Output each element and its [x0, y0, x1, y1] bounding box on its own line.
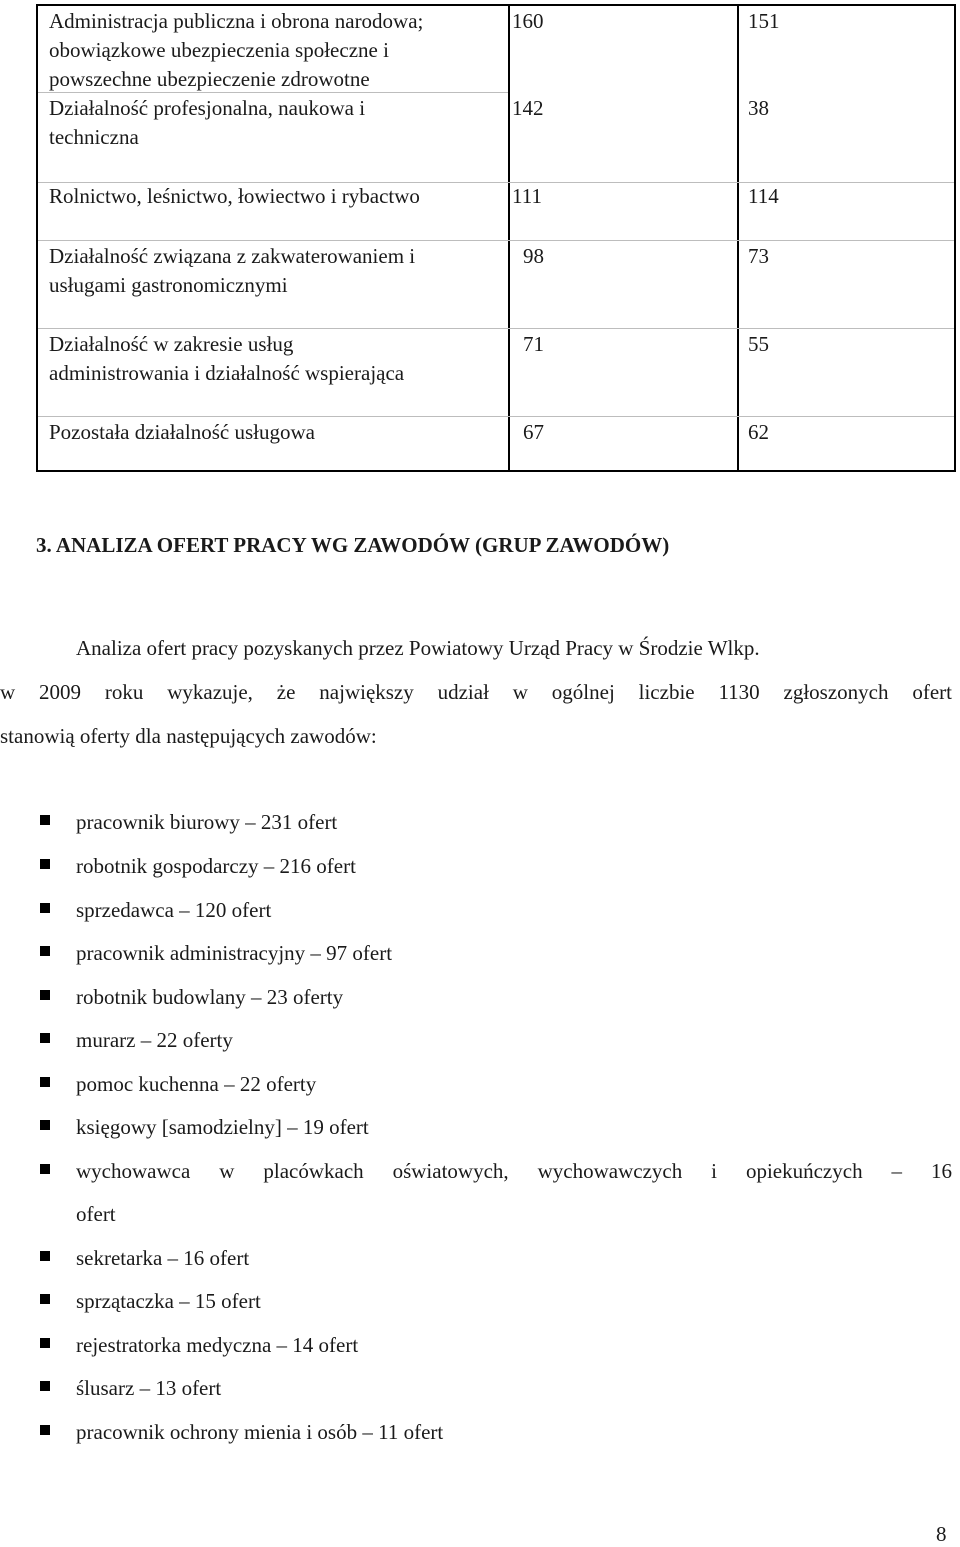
list-item: murarz – 22 oferty — [0, 1020, 960, 1060]
table-row-divider — [38, 328, 954, 329]
paragraph-line: Analiza ofert pracy pozyskanych przez Powiatowy Urząd Pracy w Środzie Wlkp. — [76, 636, 760, 660]
table-row-label: Działalność związana z zakwaterowaniem i usługami gastronomicznymi — [49, 244, 416, 297]
table-row-label: Pozostała działalność usługowa — [49, 420, 315, 444]
table-value-1: 67 — [523, 420, 544, 444]
list-item-continuation: ofert — [76, 1202, 116, 1226]
list-item: pracownik ochrony mienia i osób – 11 ofert — [0, 1412, 960, 1452]
list-item: ślusarz – 13 ofert — [0, 1368, 960, 1408]
table-row-divider — [38, 416, 954, 417]
table-column-divider — [508, 6, 510, 470]
list-item: robotnik budowlany – 23 oferty — [0, 977, 960, 1017]
bullet-square-icon — [40, 903, 50, 913]
list-item: wychowawca w placówkach oświatowych, wychowawczych i opiekuńczych – 16 — [0, 1151, 960, 1191]
list-item: pracownik administracyjny – 97 ofert — [0, 933, 960, 973]
page-number: 8 — [936, 1522, 947, 1546]
list-item: pomoc kuchenna – 22 oferty — [0, 1064, 960, 1104]
table-row-label: Administracja publiczna i obrona narodowa; obowiązkowe ubezpieczenia społeczne i powszechne ubezpieczenie zdrowotne — [49, 9, 424, 91]
bullet-square-icon — [40, 1120, 50, 1130]
bullet-square-icon — [40, 1381, 50, 1391]
table-value-1: 111 — [512, 184, 542, 208]
table-row-label: Działalność profesjonalna, naukowa i techniczna — [49, 96, 366, 149]
list-item: sprzątaczka – 15 ofert — [0, 1281, 960, 1321]
list-item: sekretarka – 16 ofert — [0, 1238, 960, 1278]
table-value-1: 142 — [512, 96, 544, 120]
bullet-square-icon — [40, 1164, 50, 1174]
paragraph-line: stanowią oferty dla następujących zawodów: — [0, 724, 377, 748]
table-value-2: 38 — [748, 96, 769, 120]
list-item: księgowy [samodzielny] – 19 ofert — [0, 1107, 960, 1147]
bullet-square-icon — [40, 1425, 50, 1435]
bullet-square-icon — [40, 815, 50, 825]
bullet-square-icon — [40, 1077, 50, 1087]
bullet-square-icon — [40, 1294, 50, 1304]
bullet-square-icon — [40, 1338, 50, 1348]
statistics-table — [36, 4, 956, 472]
table-value-2: 55 — [748, 332, 769, 356]
table-column-divider — [737, 6, 739, 470]
table-value-2: 62 — [748, 420, 769, 444]
table-row-label: Rolnictwo, leśnictwo, łowiectwo i rybactwo — [49, 184, 420, 208]
bullet-square-icon — [40, 990, 50, 1000]
table-value-2: 73 — [748, 244, 769, 268]
table-row-divider — [38, 240, 954, 241]
bullet-square-icon — [40, 1251, 50, 1261]
list-item: robotnik gospodarczy – 216 ofert — [0, 846, 960, 886]
bullet-square-icon — [40, 859, 50, 869]
bullet-square-icon — [40, 1033, 50, 1043]
table-row-label: Działalność w zakresie usług administrowania i działalność wspierająca — [49, 332, 405, 385]
table-value-2: 151 — [748, 9, 780, 33]
list-item: pracownik biurowy – 231 ofert — [0, 802, 960, 842]
section-heading: 3. ANALIZA OFERT PRACY WG ZAWODÓW (GRUP ZAWODÓW) — [36, 533, 670, 557]
list-item: rejestratorka medyczna – 14 ofert — [0, 1325, 960, 1365]
table-value-1: 98 — [523, 244, 544, 268]
bullet-square-icon — [40, 946, 50, 956]
table-value-1: 160 — [512, 9, 544, 33]
table-value-2: 114 — [748, 184, 779, 208]
table-value-1: 71 — [523, 332, 544, 356]
list-item: sprzedawca – 120 ofert — [0, 890, 960, 930]
paragraph-line: w 2009 roku wykazuje, że największy udział w ogólnej liczbie 1130 zgłoszonych ofert — [0, 680, 952, 704]
